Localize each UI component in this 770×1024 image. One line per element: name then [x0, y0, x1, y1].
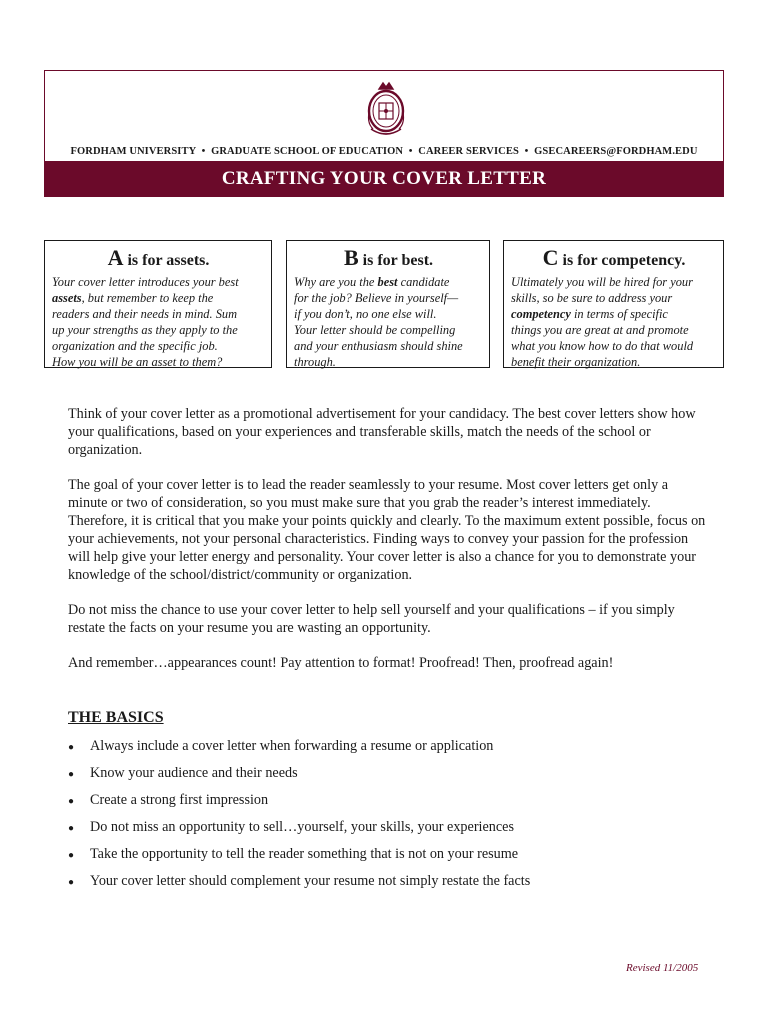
separator-dot: • — [408, 146, 413, 157]
contact-email: GSECAREERS@FORDHAM.EDU — [534, 146, 698, 157]
assets-heading-text: is for assets. — [123, 252, 210, 269]
list-item — [68, 765, 708, 792]
assets-letter: A — [107, 245, 124, 270]
list-item-text: Take the opportunity to tell the reader something that is not on your resume — [90, 846, 519, 862]
competency-heading — [511, 245, 717, 271]
assets-box — [44, 240, 272, 368]
separator-dot: • — [524, 146, 529, 157]
contact-university: FORDHAM UNIVERSITY — [70, 146, 196, 157]
body-text — [68, 405, 708, 689]
competency-heading-text: is for competency. — [558, 252, 686, 269]
paragraph-remember: And remember…appearances count! Pay attention to format! Proofread! Then, proofread again! — [68, 655, 614, 671]
contact-department: CAREER SERVICES — [418, 146, 519, 157]
contact-line — [45, 146, 723, 157]
page-title: CRAFTING YOUR COVER LETTER — [221, 167, 547, 189]
list-item — [68, 873, 708, 900]
best-heading — [294, 245, 483, 271]
paragraph-sell: Do not miss the chance to use your cover letter to help sell yourself and your qualifications – if you simply restate the facts on your resume you are wasting an opportunity. — [68, 602, 675, 636]
assets-heading — [52, 245, 265, 271]
list-item — [68, 819, 708, 846]
assets-text: Your cover letter introduces your best assets, but remember to keep the readers and their needs in mind. Sum up your strengths as they apply to the organization and the specific job. How you will be an asset to them? — [52, 275, 239, 369]
paragraph-goal: The goal of your cover letter is to lead the reader seamlessly to your resume. Most cover letters get only a minute or two of consideration, so you must make sure that you grab the reader’s interest immediately. Therefore, it is critical that you make your points quickly and clearly. To the maximum extent possible, focus on your achievements, not your personal characteristics. Finding ways to convey your passion for the profession will help give your letter energy and personality. Your cover letter is also a chance for you to demonstrate your knowledge of the school/district/community or organization. — [68, 477, 706, 583]
list-item — [68, 846, 708, 873]
contact-school: GRADUATE SCHOOL OF EDUCATION — [211, 146, 404, 157]
bullet-icon: ● — [68, 769, 75, 780]
list-item-text: Your cover letter should complement your resume not simply restate the facts — [90, 873, 531, 889]
list-item — [68, 738, 708, 765]
bullet-icon: ● — [68, 877, 75, 888]
title-bar — [45, 161, 723, 196]
competency-box — [503, 240, 724, 368]
best-text: Why are you the best candidate for the job? Believe in yourself— if you don’t, no one else will. Your letter should be compelling and your enthusiasm should shine through. — [294, 275, 463, 369]
bullet-icon: ● — [68, 823, 75, 834]
revised-date: Revised 11/2005 — [626, 962, 699, 974]
list-item-text: Do not miss an opportunity to sell…yourself, your skills, your experiences — [90, 819, 514, 835]
best-box — [286, 240, 490, 368]
bullet-icon: ● — [68, 742, 75, 753]
bullet-icon: ● — [68, 796, 75, 807]
list-item-text: Know your audience and their needs — [90, 765, 298, 781]
emphasis-word: competency — [511, 307, 571, 321]
basics-list — [68, 738, 708, 900]
best-heading-text: is for best. — [358, 252, 434, 269]
bullet-icon: ● — [68, 850, 75, 861]
emphasis-word: best — [377, 275, 398, 289]
fordham-seal-icon — [363, 79, 409, 141]
paragraph-intro: Think of your cover letter as a promotional advertisement for your candidacy. The best cover letters show how your qualifications, based on your experiences and transferable skills, match the needs of the school or organization. — [68, 406, 696, 458]
competency-text: Ultimately you will be hired for your skills, so be sure to address your competency in terms of specific things you are great at and promote what you know how to do that would benefit their organization. — [511, 275, 694, 369]
emphasis-word: assets — [52, 291, 82, 305]
header-box — [44, 70, 724, 197]
list-item — [68, 792, 708, 819]
separator-dot: • — [201, 146, 206, 157]
list-item-text: Create a strong first impression — [90, 792, 269, 808]
competency-letter: C — [542, 245, 559, 270]
list-item-text: Always include a cover letter when forwarding a resume or application — [90, 738, 494, 754]
best-letter: B — [343, 245, 359, 270]
basics-title: THE BASICS — [68, 709, 164, 726]
